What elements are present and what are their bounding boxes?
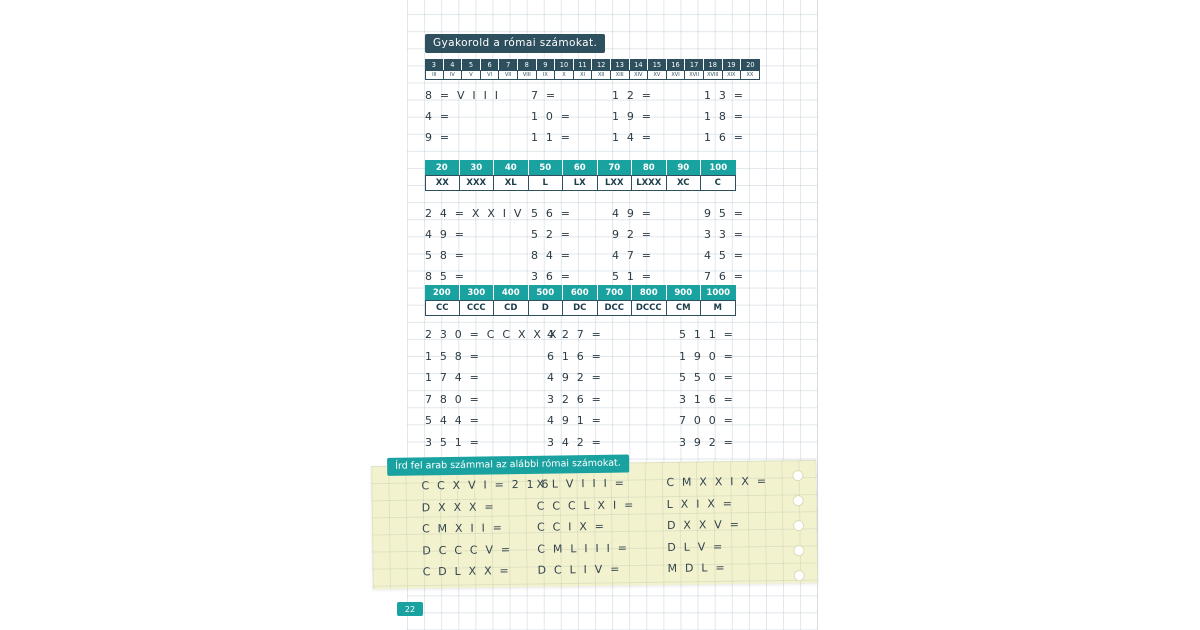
units-arabic-cell: 9 — [537, 59, 556, 70]
hundreds-arabic-cell: 800 — [632, 285, 667, 300]
units-arabic-cell: 12 — [592, 59, 611, 70]
hundreds-roman-cell: DCCC — [632, 300, 667, 316]
hundreds-arabic-cell: 900 — [667, 285, 702, 300]
units-roman-cell: XIII — [611, 70, 630, 80]
exercise-item[interactable]: C C X V I = 2 1 6 — [421, 477, 551, 493]
exercise-item[interactable]: D L V = — [667, 539, 725, 554]
note-sheet — [371, 457, 818, 589]
exercise-item[interactable]: C M L I I I = — [537, 541, 630, 556]
punch-hole — [793, 495, 804, 506]
tens-arabic-cell: 40 — [494, 160, 529, 175]
units-roman-cell: III — [425, 70, 444, 80]
units-arabic-cell: 13 — [611, 59, 630, 70]
punch-hole — [793, 520, 804, 531]
exercise-item[interactable]: C M X I I = — [421, 521, 505, 536]
exercise-item[interactable]: 1 9 0 = — [679, 349, 736, 363]
hundreds-roman-cell: CC — [425, 300, 460, 316]
exercise-item[interactable]: 9 5 = — [704, 207, 746, 220]
exercise-item[interactable]: 5 2 = — [531, 228, 573, 241]
hundreds-arabic-cell: 400 — [494, 285, 529, 300]
hundreds-roman-cell: DCC — [598, 300, 633, 316]
exercise-item[interactable]: 1 1 = — [531, 131, 573, 144]
tens-arabic-cell: 100 — [701, 160, 736, 175]
tens-arabic-cell: 70 — [598, 160, 633, 175]
tens-roman-cell: LXX — [598, 175, 633, 191]
exercise-item[interactable]: 4 9 = — [612, 207, 654, 220]
hundreds-arabic-cell: 600 — [563, 285, 598, 300]
units-roman-cell: V — [462, 70, 481, 80]
hundreds-arabic-cell: 1000 — [701, 285, 736, 300]
exercise-item[interactable]: 1 0 = — [531, 110, 573, 123]
units-arabic-cell: 17 — [685, 59, 704, 70]
exercise-item[interactable]: 5 1 1 = — [679, 328, 736, 341]
exercise-item[interactable]: D X X X = — [421, 499, 496, 514]
units-roman-cell: XVIII — [704, 70, 723, 80]
tens-roman-cell: XC — [667, 175, 702, 191]
workbook-page — [395, 0, 817, 630]
exercise-item[interactable]: 7 6 = — [704, 270, 746, 283]
numeral-strip-units-roman — [425, 70, 760, 80]
exercise-item[interactable]: 3 9 2 = — [679, 435, 736, 449]
units-arabic-cell: 10 — [555, 59, 574, 70]
exercise-item[interactable]: 1 6 = — [704, 131, 746, 144]
hundreds-roman-cell: CD — [494, 300, 529, 316]
exercise-item[interactable]: D X X V = — [666, 517, 742, 532]
tens-arabic-cell: 90 — [667, 160, 702, 175]
units-arabic-cell: 11 — [574, 59, 593, 70]
exercise-item[interactable]: C D L X X = — [422, 564, 511, 579]
exercise-item[interactable]: 3 5 1 = — [425, 435, 482, 449]
numeral-strip-hundreds-roman — [425, 300, 736, 316]
hundreds-arabic-cell: 300 — [460, 285, 495, 300]
tens-arabic-cell: 60 — [563, 160, 598, 175]
exercise-item[interactable]: X L V I I I = — [536, 476, 627, 491]
exercise-item[interactable]: D C L I V = — [537, 562, 622, 577]
tens-roman-cell: XXX — [460, 175, 495, 191]
units-roman-cell: VII — [499, 70, 518, 80]
tens-roman-cell: C — [701, 175, 736, 191]
units-roman-cell: VI — [481, 70, 500, 80]
numeral-strip-tens-arabic — [425, 160, 736, 175]
units-arabic-cell: 8 — [518, 59, 537, 70]
exercise-item[interactable]: 1 4 = — [612, 131, 654, 144]
tens-roman-cell: XL — [494, 175, 529, 191]
exercise-item[interactable]: 1 5 8 = — [425, 349, 482, 363]
units-roman-cell: XI — [574, 70, 593, 80]
hundreds-roman-cell: D — [529, 300, 564, 316]
exercise-item[interactable]: 5 5 0 = — [679, 371, 736, 384]
hundreds-roman-cell: CM — [667, 300, 702, 316]
exercise-item[interactable]: 9 = — [425, 131, 452, 144]
exercise-item[interactable]: 8 5 = — [425, 270, 467, 283]
hundreds-arabic-cell: 200 — [425, 285, 460, 300]
exercise-item[interactable]: 5 4 4 = — [425, 414, 482, 427]
exercise-item[interactable]: D C C C V = — [422, 542, 513, 557]
units-arabic-cell: 7 — [499, 59, 518, 70]
exercise-item[interactable]: 7 0 0 = — [679, 414, 736, 427]
units-arabic-cell: 15 — [648, 59, 667, 70]
exercise-item[interactable]: 1 3 = — [704, 89, 746, 102]
exercise-item[interactable]: 9 2 = — [612, 228, 654, 241]
section-heading-practice: Gyakorold a római számokat. — [425, 34, 605, 53]
exercise-item[interactable]: 4 5 = — [704, 249, 746, 262]
tens-roman-cell: LXXX — [632, 175, 667, 191]
exercise-item[interactable]: 5 8 = — [425, 249, 467, 262]
units-roman-cell: XV — [648, 70, 667, 80]
punch-hole — [794, 570, 805, 581]
exercise-item[interactable]: 4 = — [425, 110, 452, 123]
units-roman-cell: XVII — [685, 70, 704, 80]
hundreds-arabic-cell: 700 — [598, 285, 633, 300]
exercise-item[interactable]: C M X X I X = — [666, 474, 769, 489]
units-arabic-cell: 19 — [723, 59, 742, 70]
numeral-strip-hundreds-arabic — [425, 285, 736, 300]
units-roman-cell: IV — [444, 70, 463, 80]
exercise-item[interactable]: 2 4 = X X I V — [425, 207, 524, 220]
tens-arabic-cell: 50 — [529, 160, 564, 175]
tens-arabic-cell: 30 — [460, 160, 495, 175]
exercise-item[interactable]: 1 7 4 = — [425, 371, 482, 384]
exercise-item[interactable]: 3 2 6 = — [547, 392, 604, 406]
exercise-item[interactable]: 3 6 = — [531, 270, 573, 283]
exercise-item[interactable]: 4 9 1 = — [547, 414, 604, 427]
punch-hole — [792, 470, 803, 481]
units-arabic-cell: 16 — [667, 59, 686, 70]
hundreds-arabic-cell: 500 — [529, 285, 564, 300]
units-roman-cell: XIV — [630, 70, 649, 80]
exercise-item[interactable]: 3 3 = — [704, 228, 746, 241]
exercise-item[interactable]: 4 7 = — [612, 249, 654, 262]
units-arabic-cell: 18 — [704, 59, 723, 70]
tens-roman-cell: L — [529, 175, 564, 191]
exercise-item[interactable]: 4 2 7 = — [547, 328, 604, 341]
units-roman-cell: IX — [537, 70, 556, 80]
exercise-item[interactable]: 8 = V I I I — [425, 89, 501, 102]
units-roman-cell: XVI — [667, 70, 686, 80]
exercise-item[interactable]: 6 1 6 = — [547, 349, 604, 363]
exercise-item[interactable]: 5 6 = — [531, 207, 573, 220]
units-roman-cell: XIX — [723, 70, 742, 80]
units-arabic-cell: 4 — [444, 59, 463, 70]
tens-arabic-cell: 20 — [425, 160, 460, 175]
tens-arabic-cell: 80 — [632, 160, 667, 175]
punch-hole — [793, 545, 804, 556]
hundreds-roman-cell: DC — [563, 300, 598, 316]
exercise-item[interactable]: 8 4 = — [531, 249, 573, 262]
units-arabic-cell: 14 — [630, 59, 649, 70]
exercise-item[interactable]: 4 9 2 = — [547, 371, 604, 384]
units-roman-cell: VIII — [518, 70, 537, 80]
hundreds-roman-cell: CCC — [460, 300, 495, 316]
exercise-item[interactable]: 1 2 = — [612, 89, 654, 102]
units-roman-cell: X — [555, 70, 574, 80]
hundreds-roman-cell: M — [701, 300, 736, 316]
exercise-item[interactable]: 3 4 2 = — [547, 435, 604, 449]
numeral-strip-tens-roman — [425, 175, 736, 191]
exercise-item[interactable]: 1 9 = — [612, 110, 654, 123]
exercise-item[interactable]: 2 3 0 = C C X X X — [425, 328, 559, 341]
exercise-item[interactable]: 1 8 = — [704, 110, 746, 123]
exercise-item[interactable]: 7 8 0 = — [425, 392, 482, 406]
exercise-item[interactable]: 3 1 6 = — [679, 392, 736, 406]
units-roman-cell: XX — [741, 70, 760, 80]
units-roman-cell: XII — [592, 70, 611, 80]
units-arabic-cell: 5 — [462, 59, 481, 70]
exercise-item[interactable]: 5 1 = — [612, 270, 654, 283]
tens-roman-cell: LX — [563, 175, 598, 191]
page-number: 22 — [397, 602, 423, 616]
tens-roman-cell: XX — [425, 175, 460, 191]
section-heading-convert: Írd fel arab számmal az alábbi római számokat. — [387, 455, 629, 476]
punch-holes — [792, 470, 807, 573]
units-arabic-cell: 3 — [425, 59, 444, 70]
exercise-item[interactable]: C C C L X I = — [536, 497, 636, 513]
units-arabic-cell: 20 — [741, 59, 760, 70]
exercise-item[interactable]: 4 9 = — [425, 228, 467, 241]
exercise-item[interactable]: C C I X = — [536, 519, 607, 534]
units-arabic-cell: 6 — [481, 59, 500, 70]
worksheet — [395, 0, 817, 630]
numeral-strip-units-arabic — [425, 59, 760, 70]
exercise-item[interactable]: M D L = — [667, 561, 727, 575]
exercise-item[interactable]: L X I X = — [666, 496, 735, 511]
exercise-item[interactable]: 7 = — [531, 89, 558, 102]
